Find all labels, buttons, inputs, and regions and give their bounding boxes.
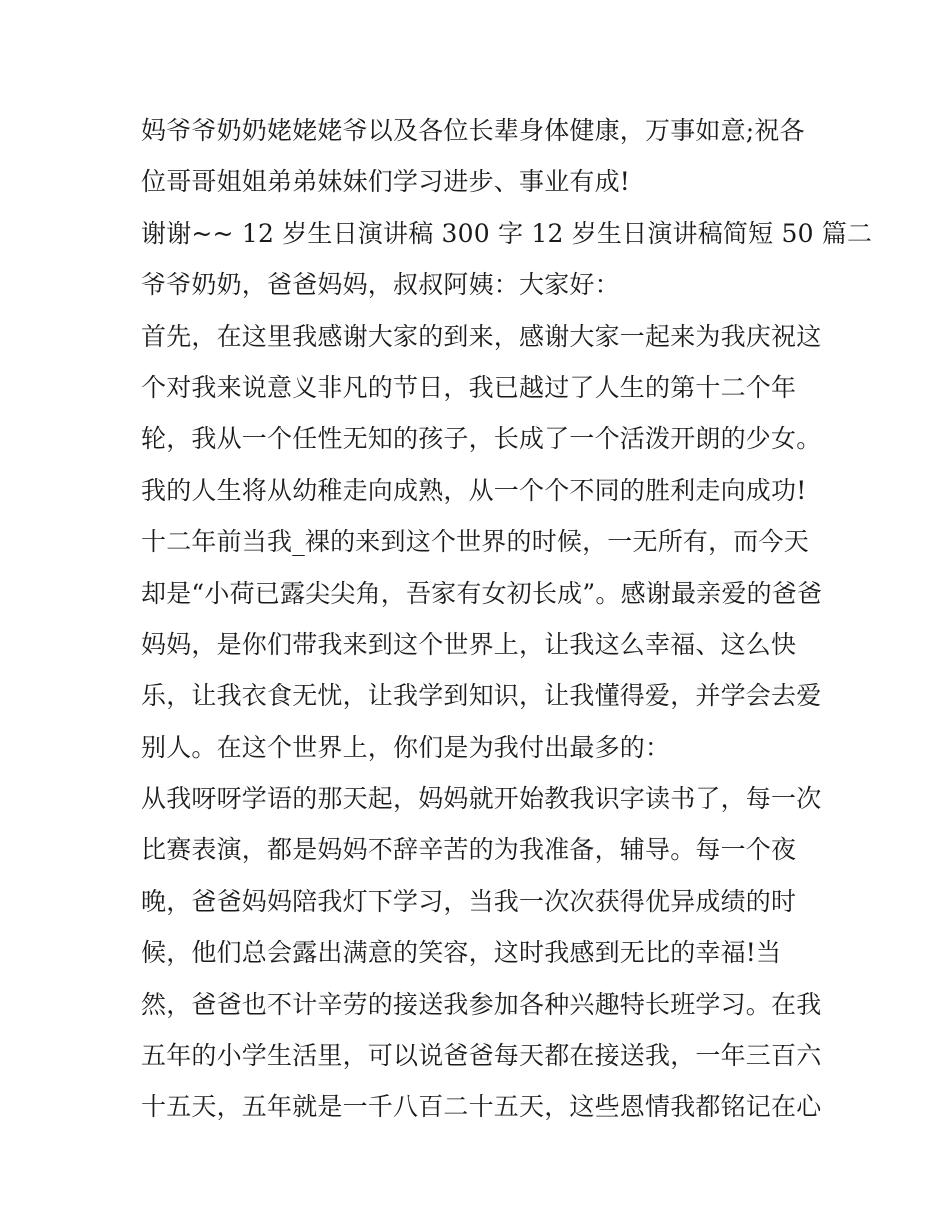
text-line: 爷爷奶奶，爸爸妈妈，叔叔阿姨：大家好：: [141, 270, 620, 300]
text-line: 比赛表演，都是妈妈不辞辛苦的为我准备，辅导。每一个夜: [141, 835, 797, 865]
text-line: 十五天，五年就是一千八百二十五天，这些恩情我都铭记在心: [141, 1092, 822, 1122]
text-line: 十二年前当我_裸的来到这个世界的时候，一无所有，而今天: [141, 527, 809, 557]
text-line: 谢谢~~ 12 岁生日演讲稿 300 字 12 岁生日演讲稿简短 50 篇二: [141, 218, 873, 248]
text-line: 然，爸爸也不计辛劳的接送我参加各种兴趣特长班学习。在我: [141, 989, 822, 1019]
text-line: 位哥哥姐姐弟弟妹妹们学习进步、事业有成!: [141, 167, 631, 197]
text-line: 轮，我从一个任性无知的孩子，长成了一个活泼开朗的少女。: [141, 424, 822, 454]
text-line: 却是“小荷已露尖尖角，吾家有女初长成”。感谢最亲爱的爸爸: [141, 578, 823, 608]
text-line: 妈爷爷奶奶姥姥姥爷以及各位长辈身体健康，万事如意;祝各: [141, 116, 805, 145]
body-text: [141, 105, 873, 1133]
text-line: 别人。在这个世界上，你们是为我付出最多的：: [141, 732, 671, 762]
text-line: 妈妈，是你们带我来到这个世界上，让我这么幸福、这么快: [141, 629, 797, 659]
text-line: 从我呀呀学语的那天起，妈妈就开始教我识字读书了，每一次: [141, 784, 822, 814]
text-line: 候，他们总会露出满意的笑容，这时我感到无比的幸福!当: [141, 938, 782, 968]
text-line: 乐，让我衣食无忧，让我学到知识，让我懂得爱，并学会去爱: [141, 681, 822, 711]
text-line: 晚，爸爸妈妈陪我灯下学习，当我一次次获得优异成绩的时: [141, 886, 797, 916]
text-line: 首先，在这里我感谢大家的到来，感谢大家一起来为我庆祝这: [141, 321, 822, 351]
text-line: 我的人生将从幼稚走向成熟，从一个个不同的胜利走向成功!: [141, 475, 807, 505]
text-line: 五年的小学生活里，可以说爸爸每天都在接送我，一年三百六: [141, 1041, 822, 1071]
text-line: 个对我来说意义非凡的节日，我已越过了人生的第十二个年: [141, 372, 797, 402]
